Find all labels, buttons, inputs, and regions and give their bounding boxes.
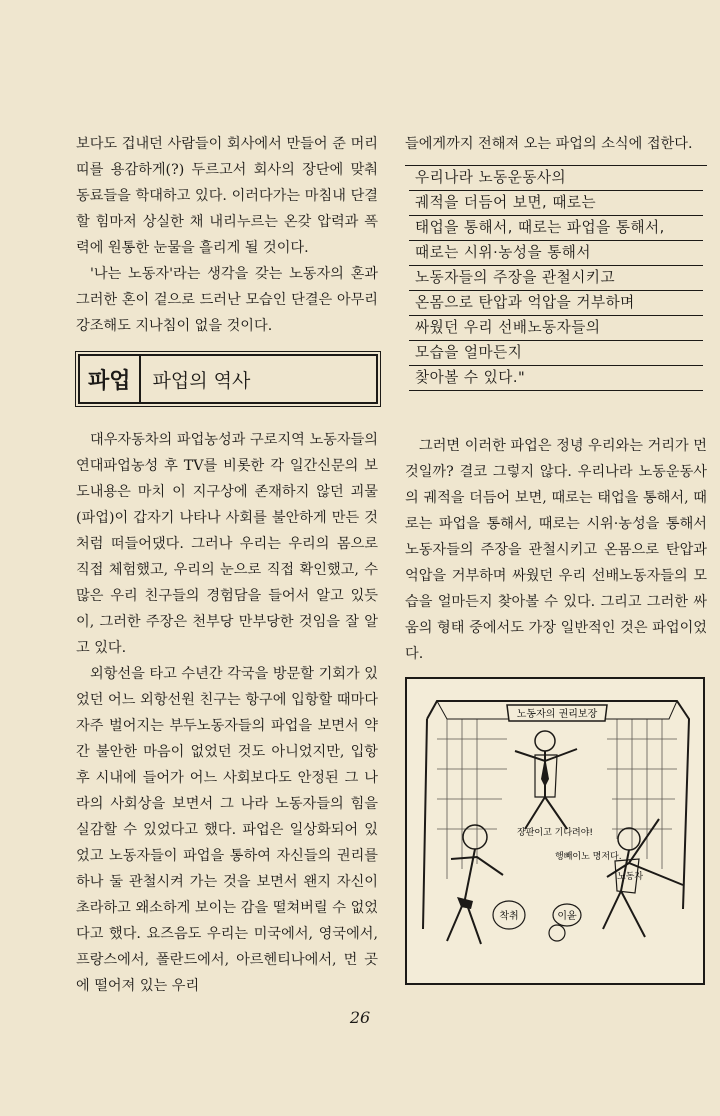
paragraph-right-2: 그러면 이러한 파업은 정녕 우리와는 거리가 먼 것일까? 결코 그렇지 않다. 우리나라 노동운동사의 궤적을 더듬어 보면, 때로는 태업을 통해서, 때로는 파업을 통해서, 때로는 시위·농성을 통해서 노동자들의 주장을 관철시키고 온몸으로 탄압과 억압을 거부하며 싸웠던 우리 선배노동자들의 모습을 얼마든지 찾아볼 수 있다. 그리고 그러한 싸움의 형태 중에서도 가장 일반적인 것은 파업이었다. <box>405 438 707 662</box>
paragraph-4: 외항선을 타고 수년간 각국을 방문할 기회가 있었던 어느 외항선원 친구는 항구에 입항할 때마다 자주 벌어지는 부두노동자들의 파업을 보면서 약간 불안한 마음이 없었던 것도 아니었지만, 입항 후 시내에 들어가 어느 사회보다도 안정된 그 나라의 사회상을 보면서 그 나라 노동자들의 힘을 실감할 수 있었다고 했다. 파업은 일상화되어 있었고 노동자들이 파업을 통하여 자신들의 권리를 하나 둘 관철시켜 가는 것을 보면서 왠지 자신이 초라하고 왜소하게 보이는 감을 떨쳐버릴 수 없었다고 했다. 요즈음도 우리는 미국에서, 영국에서, 프랑스에서, 폴란드에서, 아르헨티나에서, 먼 곳에 떨어져 있는 우리 <box>76 666 378 994</box>
page-number: 26 <box>349 1008 371 1027</box>
banner-text: 노동자의 권리보장 <box>516 709 598 720</box>
paragraph-1: 보다도 겁내던 사람들이 회사에서 만들어 준 머리띠를 용감하게(?) 두르고서 회사의 장단에 맞춰 동료들을 학대하고 있다. 이러다가는 마침내 단결할 힘마저 상실한 채 내리누르는 온갖 압력과 폭력에 원통한 눈물을 흘리게 될 것이다. <box>76 136 378 256</box>
shirt-text: 노동자 <box>617 872 644 882</box>
quote-line: 태업을 통해서, 때로는 파업을 통해서, <box>409 216 703 241</box>
paragraph-right-1: 들에게까지 전해져 오는 파업의 소식에 접한다. <box>405 136 693 152</box>
quote-line: 싸웠던 우리 선배노동자들의 <box>409 316 703 341</box>
bubble-left: 착취 <box>499 911 519 922</box>
quote-line: 때로는 시위·농성을 통해서 <box>409 241 703 266</box>
left-column <box>76 131 378 999</box>
quote-line: 노동자들의 주장을 관철시키고 <box>409 266 703 291</box>
speech-2: 행빼이노 명저다. <box>555 852 622 862</box>
section-heading <box>78 354 378 404</box>
quote-line: 우리나라 노동운동사의 <box>409 166 703 191</box>
quote-line: 찾아볼 수 있다." <box>409 366 703 391</box>
bubble-right: 이윤 <box>557 911 577 922</box>
pull-quote <box>405 165 707 391</box>
speech-1: 장판이고 기다려야! <box>517 828 594 838</box>
cartoon-drawing <box>407 679 703 983</box>
section-title: 파업의 역사 <box>152 369 251 392</box>
section-tag: 파업 <box>80 356 141 402</box>
paragraph-2: '나는 노동자'라는 생각을 갖는 노동자의 혼과 그러한 혼이 겉으로 드러난 모습인 단결은 아무리 강조해도 지나침이 없을 것이다. <box>76 266 378 334</box>
quote-line: 온몸으로 탄압과 억압을 거부하며 <box>409 291 703 316</box>
right-column <box>405 131 707 985</box>
cartoon-illustration <box>405 677 705 985</box>
quote-line: 모습을 얼마든지 <box>409 341 703 366</box>
paragraph-3: 대우자동차의 파업농성과 구로지역 노동자들의 연대파업농성 후 TV를 비롯한 각 일간신문의 보도내용은 마치 이 지구상에 존재하지 않던 괴물(파업)이 갑자기 나타나 사회를 불안하게 만든 것처럼 떠들어댔다. 그러나 우리는 우리의 몸으로 직접 체험했고, 우리의 눈으로 직접 확인했고, 수많은 우리 친구들의 경험담을 들어서 알고 있듯이, 그러한 주장은 천부당 만부당한 것임을 잘 알고 있다. <box>76 432 378 656</box>
quote-line: 궤적을 더듬어 보면, 때로는 <box>409 191 703 216</box>
